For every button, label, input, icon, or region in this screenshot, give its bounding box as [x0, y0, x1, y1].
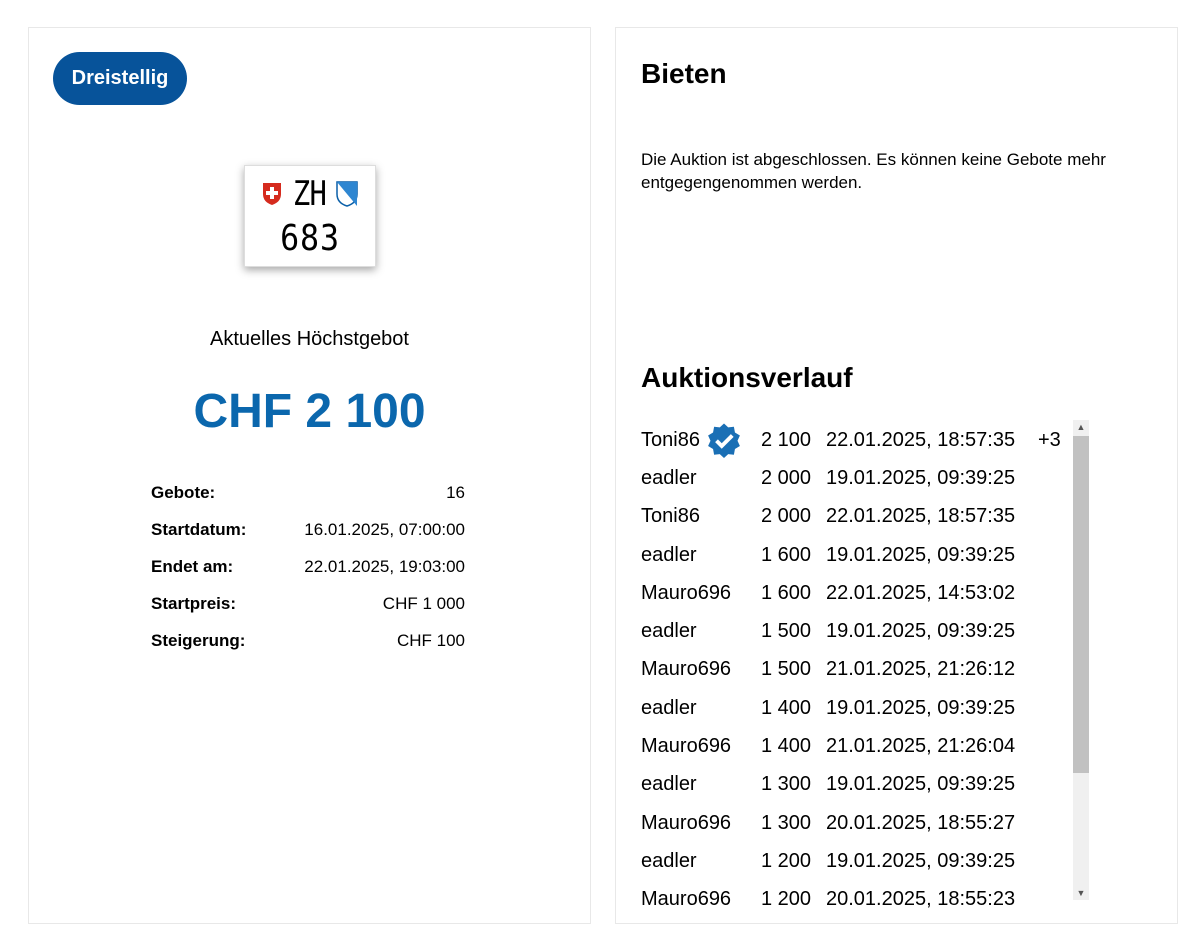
detail-row-increment: [151, 622, 465, 659]
detail-label: Steigerung:: [151, 630, 246, 650]
detail-value: CHF 1 000: [382, 593, 465, 613]
history-date: 19.01.2025, 09:39:25: [826, 849, 1016, 872]
history-amount: 1 200: [761, 888, 812, 911]
history-username: Mauro696: [641, 888, 732, 911]
history-user: [641, 888, 761, 911]
history-user: [641, 505, 761, 528]
history-date: 22.01.2025, 18:57:35: [826, 505, 1016, 528]
auction-history-list[interactable]: [641, 421, 1089, 911]
current-bid-amount: CHF 2 100: [193, 385, 426, 438]
history-date: 21.01.2025, 21:26:12: [826, 658, 1016, 681]
verified-badge-icon: [706, 422, 742, 458]
history-date: 19.01.2025, 09:39:25: [826, 620, 1016, 643]
history-username: eadler: [641, 620, 697, 643]
history-username: eadler: [641, 849, 697, 872]
scroll-down-arrow-icon[interactable]: ▼: [1076, 888, 1086, 898]
history-user: [641, 620, 761, 643]
license-plate-image: [244, 165, 376, 267]
history-user: [641, 582, 761, 605]
history-amount: 1 500: [761, 620, 812, 643]
detail-value: 22.01.2025, 19:03:00: [304, 556, 465, 576]
detail-value: 16.01.2025, 07:00:00: [304, 519, 465, 539]
history-amount: 1 300: [761, 811, 812, 834]
history-amount: 2 100: [761, 428, 812, 451]
detail-label: Startpreis:: [151, 593, 237, 613]
history-row: [641, 689, 1089, 727]
history-date: 19.01.2025, 09:39:25: [826, 696, 1016, 719]
history-username: Mauro696: [641, 658, 732, 681]
history-row: [641, 498, 1089, 536]
history-user: [641, 850, 761, 873]
scrollbar-thumb[interactable]: [1073, 436, 1089, 773]
history-date: 21.01.2025, 21:26:04: [826, 735, 1016, 758]
category-badge[interactable]: Dreistellig: [53, 52, 187, 105]
history-username: Toni86: [641, 428, 700, 451]
history-amount: 1 600: [761, 581, 812, 604]
zurich-shield-icon: [336, 181, 358, 207]
plate-number: 683: [280, 218, 340, 259]
history-amount: 2 000: [761, 505, 812, 528]
swiss-cross-icon: [262, 182, 282, 206]
history-user: [641, 735, 761, 758]
scroll-up-arrow-icon[interactable]: ▲: [1076, 422, 1086, 432]
history-date: 19.01.2025, 09:39:25: [826, 543, 1016, 566]
history-amount: 1 400: [761, 735, 812, 758]
plate-canton: ZH: [292, 174, 326, 214]
history-row: [641, 421, 1089, 459]
detail-label: Gebote:: [151, 482, 216, 502]
bidding-title: Bieten: [641, 58, 727, 89]
history-amount: 1 400: [761, 696, 812, 719]
detail-label: Startdatum:: [151, 519, 247, 539]
history-user: [641, 773, 761, 796]
history-username: eadler: [641, 466, 697, 489]
history-row: [641, 651, 1089, 689]
history-row: [641, 459, 1089, 497]
history-user: [641, 422, 761, 458]
detail-row-start-price: [151, 585, 465, 622]
bidding-panel: [615, 27, 1178, 924]
auction-details: [151, 474, 465, 659]
history-row: [641, 536, 1089, 574]
history-user: [641, 467, 761, 490]
history-username: eadler: [641, 696, 697, 719]
history-username: eadler: [641, 543, 697, 566]
detail-value: CHF 100: [396, 630, 465, 650]
history-date: 22.01.2025, 14:53:02: [826, 581, 1016, 604]
history-scrollbar[interactable]: [1073, 420, 1089, 900]
history-amount: 1 600: [761, 543, 812, 566]
detail-row-end-date: [151, 548, 465, 585]
history-date: 20.01.2025, 18:55:27: [826, 811, 1016, 834]
listing-panel: [28, 27, 591, 924]
detail-value: 16: [446, 482, 465, 502]
history-row: [641, 881, 1089, 919]
history-user: [641, 544, 761, 567]
history-username: Mauro696: [641, 735, 732, 758]
history-row: [641, 612, 1089, 650]
history-title: Auktionsverlauf: [641, 362, 853, 393]
history-row: [641, 766, 1089, 804]
history-user: [641, 658, 761, 681]
detail-row-bids: [151, 474, 465, 511]
history-date: 19.01.2025, 09:39:25: [826, 466, 1016, 489]
history-date: 19.01.2025, 09:39:25: [826, 773, 1016, 796]
history-amount: 1 500: [761, 658, 812, 681]
history-username: Mauro696: [641, 581, 732, 604]
history-date: 20.01.2025, 18:55:23: [826, 888, 1016, 911]
history-amount: 1 200: [761, 849, 812, 872]
history-user: [641, 697, 761, 720]
history-row: [641, 804, 1089, 842]
history-row: [641, 727, 1089, 765]
history-username: eadler: [641, 773, 697, 796]
history-user: [641, 812, 761, 835]
detail-label: Endet am:: [151, 556, 234, 576]
history-row: [641, 574, 1089, 612]
history-date: 22.01.2025, 18:57:35: [826, 428, 1016, 451]
history-username: Mauro696: [641, 811, 732, 834]
current-bid-label: Aktuelles Höchstgebot: [209, 328, 409, 350]
auction-closed-notice: Die Auktion ist abgeschlossen. Es können keine Gebote mehr entgegengenommen werden.: [641, 150, 1106, 192]
history-amount: 1 300: [761, 773, 812, 796]
history-amount: 2 000: [761, 466, 812, 489]
detail-row-start-date: [151, 511, 465, 548]
history-username: Toni86: [641, 505, 700, 528]
history-row: [641, 842, 1089, 880]
history-extra-bids[interactable]: +3: [1038, 428, 1061, 451]
